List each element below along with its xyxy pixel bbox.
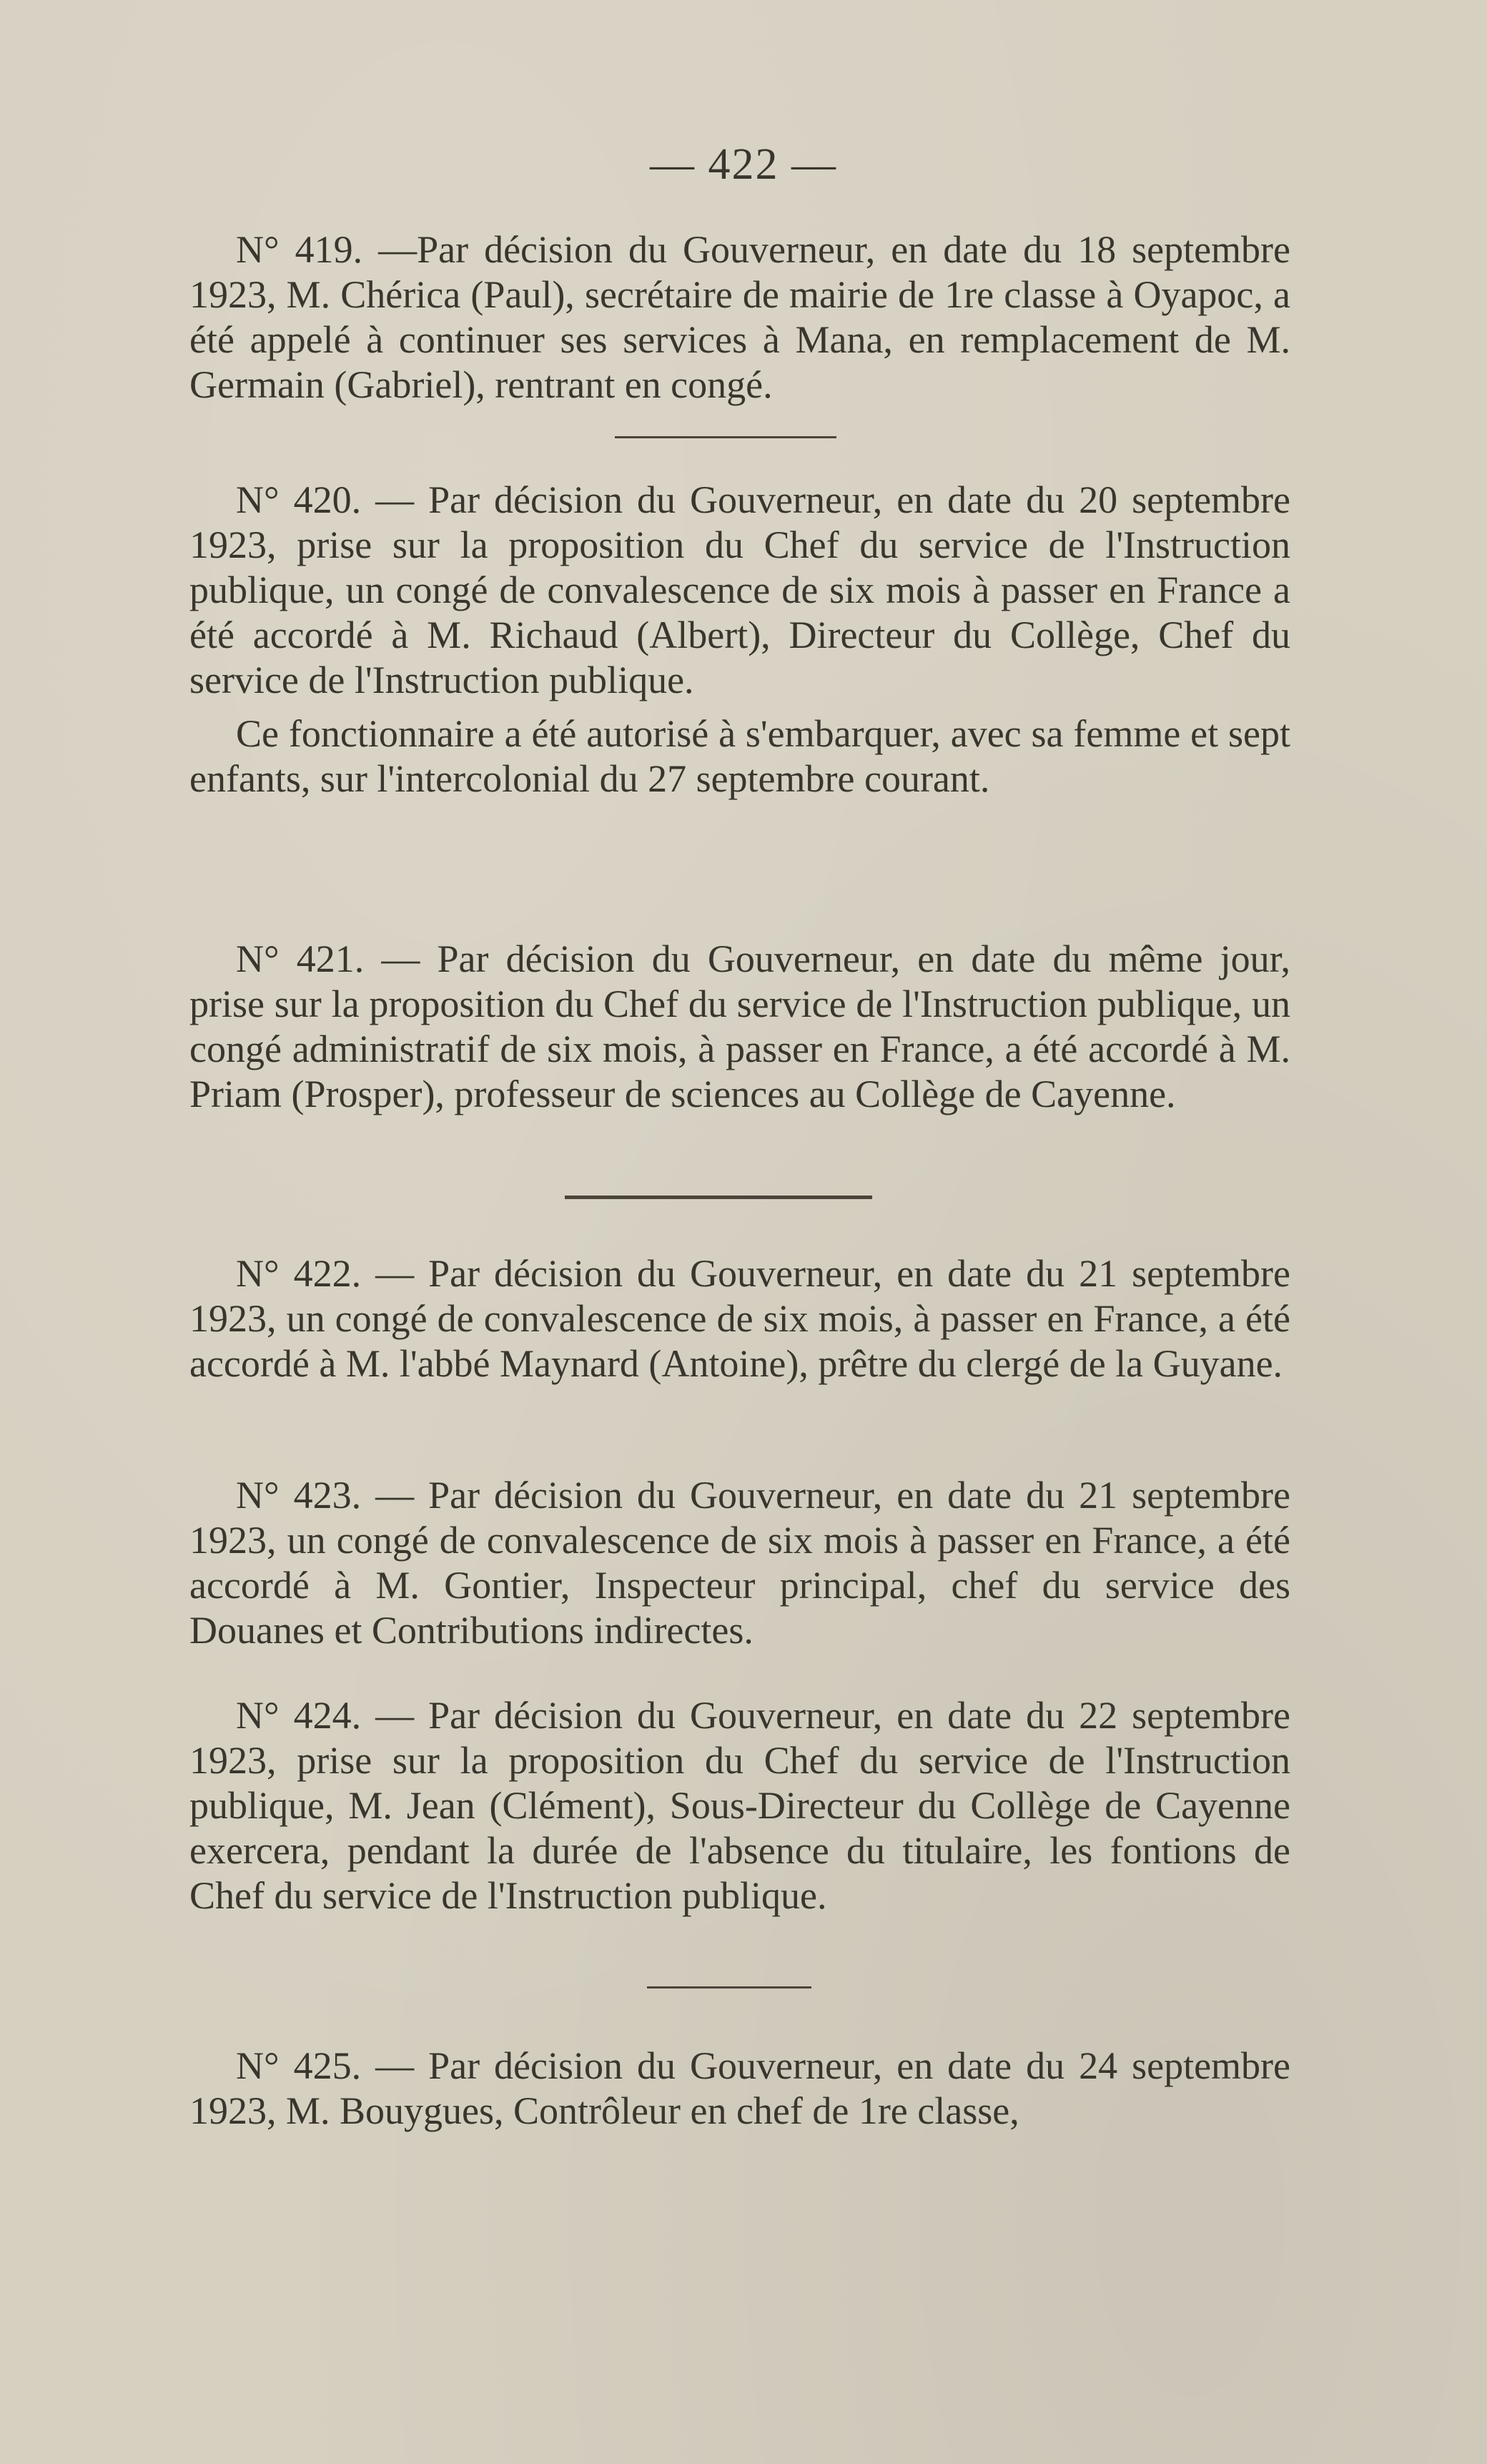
entry-423 [189,1473,1290,1653]
entry-425 [189,2044,1290,2134]
entry-421-text [189,937,1290,1117]
section-divider [615,436,836,438]
entry-419-text [189,227,1290,408]
entry-number: N° 419. [236,228,363,271]
entry-419 [189,227,1290,408]
entry-425-text [189,2044,1290,2134]
entry-422 [189,1251,1290,1386]
entry-number: N° 425. [236,2044,362,2087]
entry-number: N° 421. [236,937,365,980]
entry-body: —Par décision du Gouverneur, en date du 18 septembre 1923, M. Chérica (Paul), secrétaire de mairie de 1re classe à Oyapoc, a été appelé à continuer ses services à Mana, en remplacement de M. Germain (Gabriel), rentrant en congé. [189,228,1291,406]
entry-number: N° 423. [236,1474,362,1517]
entry-number: N° 424. [236,1694,362,1737]
entry-body: — Par décision du Gouverneur, en date du 24 septembre 1923, M. Bouygues, Contrôleur en chef de 1re classe, [189,2044,1291,2132]
section-divider [647,1986,811,1989]
entry-420-continuation: Ce fonctionnaire a été autorisé à s'embarquer, avec sa femme et sept enfants, sur l'intercolonial du 27 septembre courant. [189,712,1290,800]
page-number: — 422 — [650,140,837,189]
entry-422-text [189,1251,1290,1386]
entry-420 [189,478,1290,802]
entry-424-text [189,1693,1290,1918]
entry-420-text [189,478,1290,703]
entry-421 [189,937,1290,1117]
entry-body: — Par décision du Gouverneur, en date du 22 septembre 1923, prise sur la proposition du Chef du service de l'Instruction publique, M. Jean (Clément), Sous-Directeur du Collège de Cayenne exercera, pendant la durée de l'absence du titulaire, les fontions de Chef du service de l'Instruction publique. [189,1694,1291,1917]
entry-424 [189,1693,1290,1918]
entry-body: — Par décision du Gouverneur, en date du 21 septembre 1923, un congé de convalescence de six mois, à passer en France, a été accordé à M. l'abbé Maynard (Antoine), prêtre du clergé de la Guyane. [189,1252,1291,1385]
entry-body: — Par décision du Gouverneur, en date du 21 septembre 1923, un congé de convalescence de six mois à passer en France, a été accordé à M. Gontier, Inspecteur principal, chef du service des Douanes et Contributions indirectes. [189,1474,1291,1652]
entry-number: N° 422. [236,1252,362,1295]
entry-number: N° 420. [236,478,362,521]
entry-423-text [189,1473,1290,1653]
entry-body: — Par décision du Gouverneur, en date du même jour, prise sur la proposition du Chef du service de l'Instruction publique, un congé administratif de six mois, à passer en France, a été accordé à M. Priam (Prosper), professeur de sciences au Collège de Cayenne. [189,937,1290,1115]
entry-body: — Par décision du Gouverneur, en date du 20 septembre 1923, prise sur la proposition du Chef du service de l'Instruction publique, un congé de convalescence de six mois à passer en France a été accordé à M. Richaud (Albert), Directeur du Collège, Chef du service de l'Instruction publique. [189,478,1291,701]
section-divider [565,1196,872,1199]
